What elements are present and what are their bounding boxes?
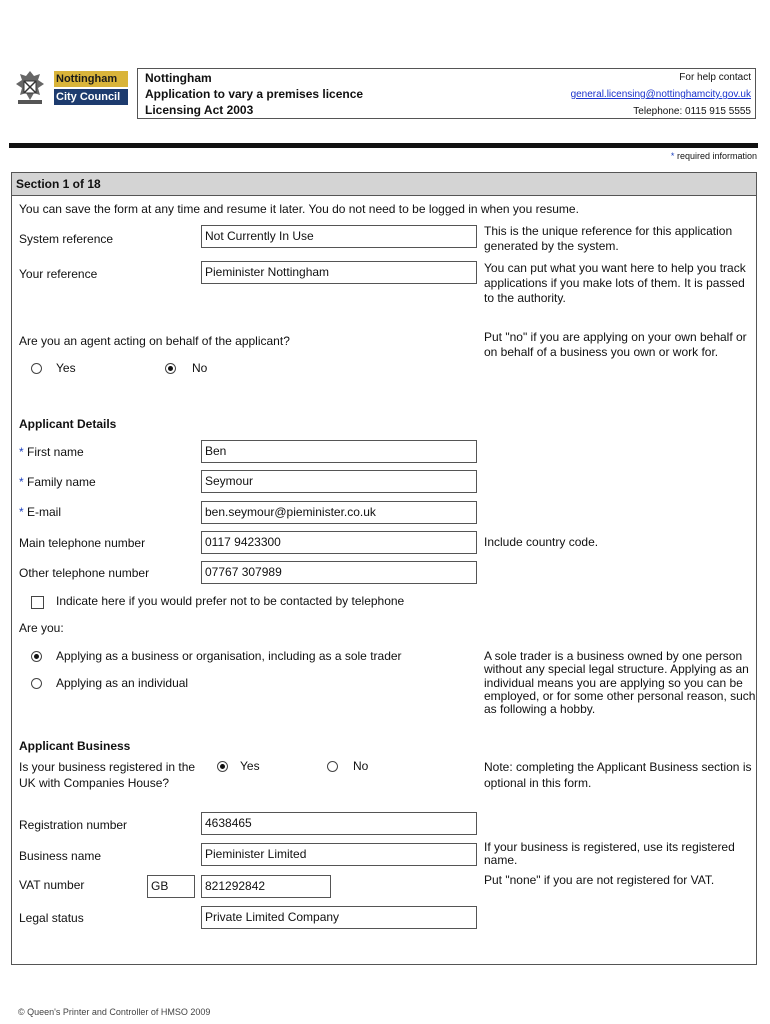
vat-prefix-field[interactable]: GB (147, 875, 195, 898)
required-star: * (19, 445, 24, 459)
other-phone-field[interactable]: 07767 307989 (201, 561, 477, 584)
main-phone-label: Main telephone number (19, 536, 146, 550)
agent-yes-label: Yes (56, 361, 76, 375)
legal-status-label: Legal status (19, 911, 84, 925)
vat-number-label: VAT number (19, 878, 85, 892)
other-phone-label: Other telephone number (19, 566, 150, 580)
main-phone-help: Include country code. (484, 535, 599, 549)
required-info-text: required information (676, 151, 757, 161)
your-reference-help: You can put what you want here to help you track applications if you make lots of them. It is passed to the authority. (484, 261, 746, 305)
registered-yes-label: Yes (240, 759, 260, 773)
agent-no-radio[interactable] (165, 363, 176, 374)
system-reference-label: System reference (19, 232, 114, 246)
required-star: * (670, 151, 675, 161)
vat-number-field[interactable]: 821292842 (201, 875, 331, 898)
applicant-details-heading: Applicant Details (19, 417, 117, 431)
agent-question: Are you an agent acting on behalf of the applicant? (19, 334, 290, 348)
your-reference-field[interactable]: Pieminister Nottingham (201, 261, 477, 284)
copyright-footer: © Queen's Printer and Controller of HMSO 2009 (18, 1007, 211, 1017)
council-crest-icon (10, 68, 50, 108)
email-label-text: E-mail (27, 505, 62, 519)
email-label (19, 505, 61, 520)
your-reference-label: Your reference (19, 267, 98, 281)
header-divider (9, 143, 758, 148)
registration-number-label: Registration number (19, 818, 128, 832)
applicant-type-help: A sole trader is a business owned by one person without any special legal structure. Applying as an individual means you are applying so you can be employed, or for some other personal reason, such as following a hobby. (484, 649, 756, 717)
required-star: * (19, 505, 24, 519)
system-reference-help: This is the unique reference for this application generated by the system. (484, 224, 733, 253)
family-name-label-text: Family name (27, 475, 96, 489)
form-section (11, 172, 757, 965)
email-field[interactable]: ben.seymour@pieminister.co.uk (201, 501, 477, 524)
section-title: Section 1 of 18 (16, 177, 101, 191)
help-telephone: Telephone: 0115 915 5555 (633, 106, 751, 117)
main-phone-field[interactable]: 0117 9423300 (201, 531, 477, 554)
registration-number-field[interactable]: 4638465 (201, 812, 477, 835)
help-email-link[interactable]: general.licensing@nottinghamcity.gov.uk (570, 89, 751, 100)
required-info-note (671, 151, 757, 161)
header-title-city: Nottingham (145, 71, 212, 85)
business-name-field[interactable]: Pieminister Limited (201, 843, 477, 866)
system-reference-field[interactable]: Not Currently In Use (201, 225, 477, 248)
legal-status-field[interactable]: Private Limited Company (201, 906, 477, 929)
registered-yes-radio[interactable] (217, 761, 228, 772)
first-name-label (19, 445, 84, 460)
vat-help: Put "none" if you are not registered for VAT. (484, 873, 715, 887)
family-name-label (19, 475, 96, 490)
agent-yes-radio[interactable] (31, 363, 42, 374)
business-optional-note: Note: completing the Applicant Business section is optional in this form. (484, 760, 752, 790)
council-logo: Nottingham City Council (54, 71, 128, 105)
business-name-label: Business name (19, 849, 102, 863)
registered-no-label: No (353, 759, 369, 773)
agent-no-label: No (192, 361, 208, 375)
no-phone-contact-label: Indicate here if you would prefer not to be contacted by telephone (56, 594, 405, 608)
are-you-label: Are you: (19, 621, 64, 635)
header-title-form: Application to vary a premises licence (145, 87, 364, 101)
first-name-label-text: First name (27, 445, 84, 459)
agent-help: Put "no" if you are applying on your own behalf or on behalf of a business you own or work for. (484, 330, 747, 359)
applicant-type-individual-label: Applying as an individual (56, 676, 189, 690)
save-resume-note: You can save the form at any time and resume it later. You do not need to be logged in when you resume. (19, 202, 579, 216)
companies-house-question: Is your business registered in the UK with Companies House? (19, 760, 196, 790)
applicant-type-individual-radio[interactable] (31, 678, 42, 689)
no-phone-contact-checkbox[interactable] (31, 596, 44, 609)
header-box (137, 68, 756, 119)
applicant-type-business-radio[interactable] (31, 651, 42, 662)
applicant-type-business-label: Applying as a business or organisation, including as a sole trader (56, 649, 402, 663)
required-star: * (19, 475, 24, 489)
registered-no-radio[interactable] (327, 761, 338, 772)
header-title-act: Licensing Act 2003 (145, 103, 254, 117)
family-name-field[interactable]: Seymour (201, 470, 477, 493)
first-name-field[interactable]: Ben (201, 440, 477, 463)
applicant-business-heading: Applicant Business (19, 739, 131, 753)
section-header (12, 173, 756, 196)
business-name-help: If your business is registered, use its registered name. (484, 840, 735, 868)
help-contact-label: For help contact (679, 72, 751, 83)
